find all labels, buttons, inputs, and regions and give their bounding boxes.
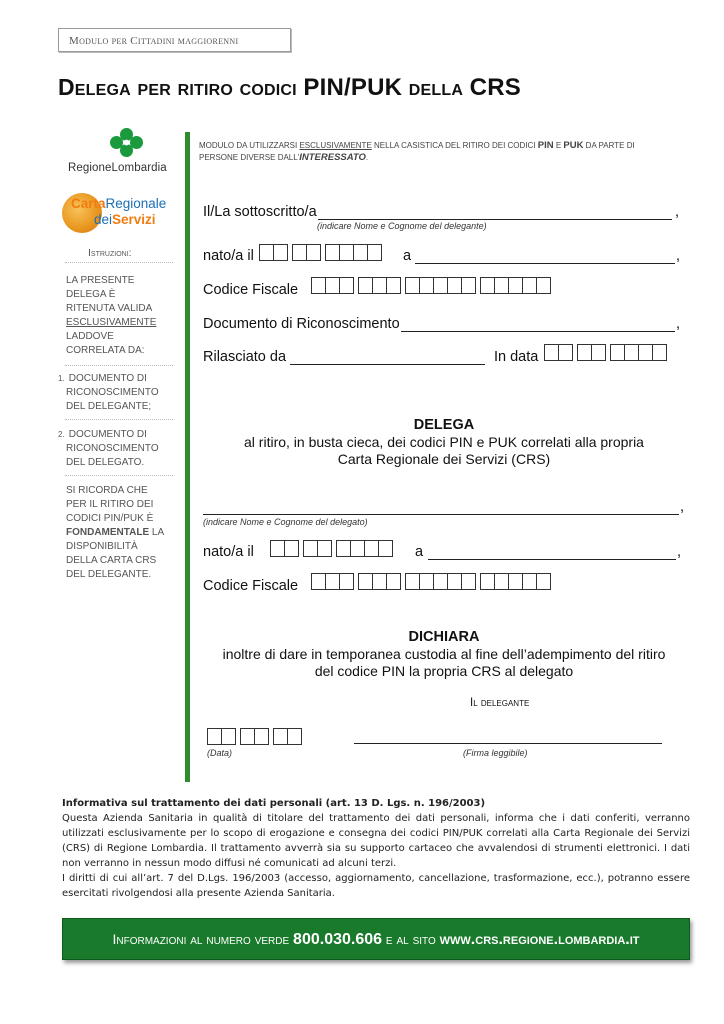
- delegante-name-hint: (indicare Nome e Cognome del delegante): [317, 221, 487, 231]
- comma: ,: [676, 248, 681, 264]
- a-label: a: [403, 248, 412, 264]
- delegante-signature-label: Il delegante: [470, 697, 530, 709]
- data-hint: (Data): [207, 748, 233, 758]
- documento-field[interactable]: [401, 331, 675, 332]
- regione-lombardia-wordmark: RegioneLombardia: [68, 162, 167, 174]
- delegato-codice-fiscale-boxes[interactable]: [311, 573, 555, 590]
- rilasciato-field[interactable]: [290, 364, 485, 365]
- form-type-label: Modulo per Cittadini maggiorenni: [58, 28, 291, 52]
- nato-il-label: nato/a il: [203, 248, 254, 264]
- rilascio-date-boxes[interactable]: [544, 344, 671, 361]
- nato-il-label: nato/a il: [203, 544, 254, 560]
- codice-fiscale-label: Codice Fiscale: [203, 282, 299, 298]
- delegato-birth-date-boxes[interactable]: [270, 540, 397, 557]
- delegato-name-field[interactable]: [203, 514, 679, 515]
- codice-fiscale-label: Codice Fiscale: [203, 578, 299, 594]
- rilasciato-label: Rilasciato da: [203, 349, 287, 365]
- crs-logo: CartaRegionale deiServizi: [62, 193, 188, 235]
- page-title: Delega per ritiro codici PIN/PUK della CRS: [58, 74, 521, 101]
- a-label: a: [415, 544, 424, 560]
- comma: ,: [676, 316, 681, 332]
- comma: ,: [677, 544, 682, 560]
- in-data-label: In data: [494, 349, 539, 365]
- regione-lombardia-logo: [68, 128, 188, 174]
- instructions-item-2: 2. DOCUMENTO DI RICONOSCIMENTO DEL DELEGATO.: [58, 429, 159, 468]
- divider: [65, 262, 173, 263]
- delegante-codice-fiscale-boxes[interactable]: [311, 277, 555, 294]
- comma: ,: [680, 499, 685, 515]
- dichiara-block: DICHIARA inoltre di dare in temporanea custodia al fine dell’adempimento del ritiro del codice PIN la propria CRS al delegato: [222, 629, 666, 679]
- comma: ,: [675, 204, 680, 220]
- signature-field[interactable]: [354, 743, 662, 744]
- regione-lombardia-mark-icon: [110, 128, 144, 158]
- delegante-birth-place-field[interactable]: [415, 263, 675, 264]
- delega-block: DELEGA al ritiro, in busta cieca, dei codici PIN e PUK correlati alla propria Carta Regionale dei Servizi (CRS): [244, 417, 644, 467]
- website-link[interactable]: www.crs.regione.lombardia.it: [439, 931, 640, 948]
- divider: [65, 419, 173, 420]
- instructions-intro: LA PRESENTE DELEGA È RITENUTA VALIDA ESCLUSIVAMENTE LADDOVE CORRELATA DA:: [66, 275, 157, 356]
- privacy-notice: Informativa sul trattamento dei dati personali (art. 13 D. Lgs. n. 196/2003) Questa Azienda Sanitaria in qualità di titolare del trattamento dei dati personali, informa che i dati conferiti, verranno utilizzati esclusivamente per lo scopo di erogazione e consegna dei codici PIN/PUK correlati alla Carta Regionale dei Servizi (CRS) di Regione Lombardia. Il trattamento avverrà sia su supporto cartaceo che avvalendosi di strumenti elettronici. I dati non verranno in nessun modo diffusi né comunicati ad alcuni terzi. I diritti di cui all’art. 7 del D.Lgs. 196/2003 (accesso, aggiornamento, cancellazione, trasformazione, ecc.), potranno essere esercitati rivolgendosi alla presente Azienda Sanitaria.: [62, 798, 690, 899]
- documento-label: Documento di Riconoscimento: [203, 316, 400, 332]
- info-banner: Informazioni al numero verde 800.030.606 e al sito www.crs.regione.lombardia.it: [62, 918, 690, 960]
- divider: [65, 365, 173, 366]
- delegante-name-field[interactable]: [318, 219, 672, 220]
- delegante-birth-date-boxes[interactable]: [259, 244, 386, 261]
- signature-date-boxes[interactable]: [207, 728, 306, 745]
- divider: [65, 475, 173, 476]
- vertical-divider-bar: [185, 132, 190, 782]
- instructions-item-1: 1. DOCUMENTO DI RICONOSCIMENTO DEL DELEGANTE;: [58, 373, 159, 412]
- firma-hint: (Firma leggibile): [463, 748, 528, 758]
- delegato-name-hint: (indicare Nome e Cognome del delegato): [203, 517, 368, 527]
- delegato-birth-place-field[interactable]: [428, 559, 676, 560]
- instructions-note: SI RICORDA CHE PER IL RITIRO DEI CODICI PIN/PUK È FONDAMENTALE LA DISPONIBILITÀ DELLA CARTA CRS DEL DELEGANTE.: [66, 485, 165, 580]
- module-usage-note: MODULO DA UTILIZZARSI ESCLUSIVAMENTE NELLA CASISTICA DEL RITIRO DEI CODICI PIN E PUK DA PARTE DI PERSONE DIVERSE DALL'INTERESSATO.: [199, 140, 635, 163]
- instructions-heading: Istruzioni:: [88, 247, 132, 259]
- sottoscritto-label: Il/La sottoscritto/a: [203, 204, 317, 220]
